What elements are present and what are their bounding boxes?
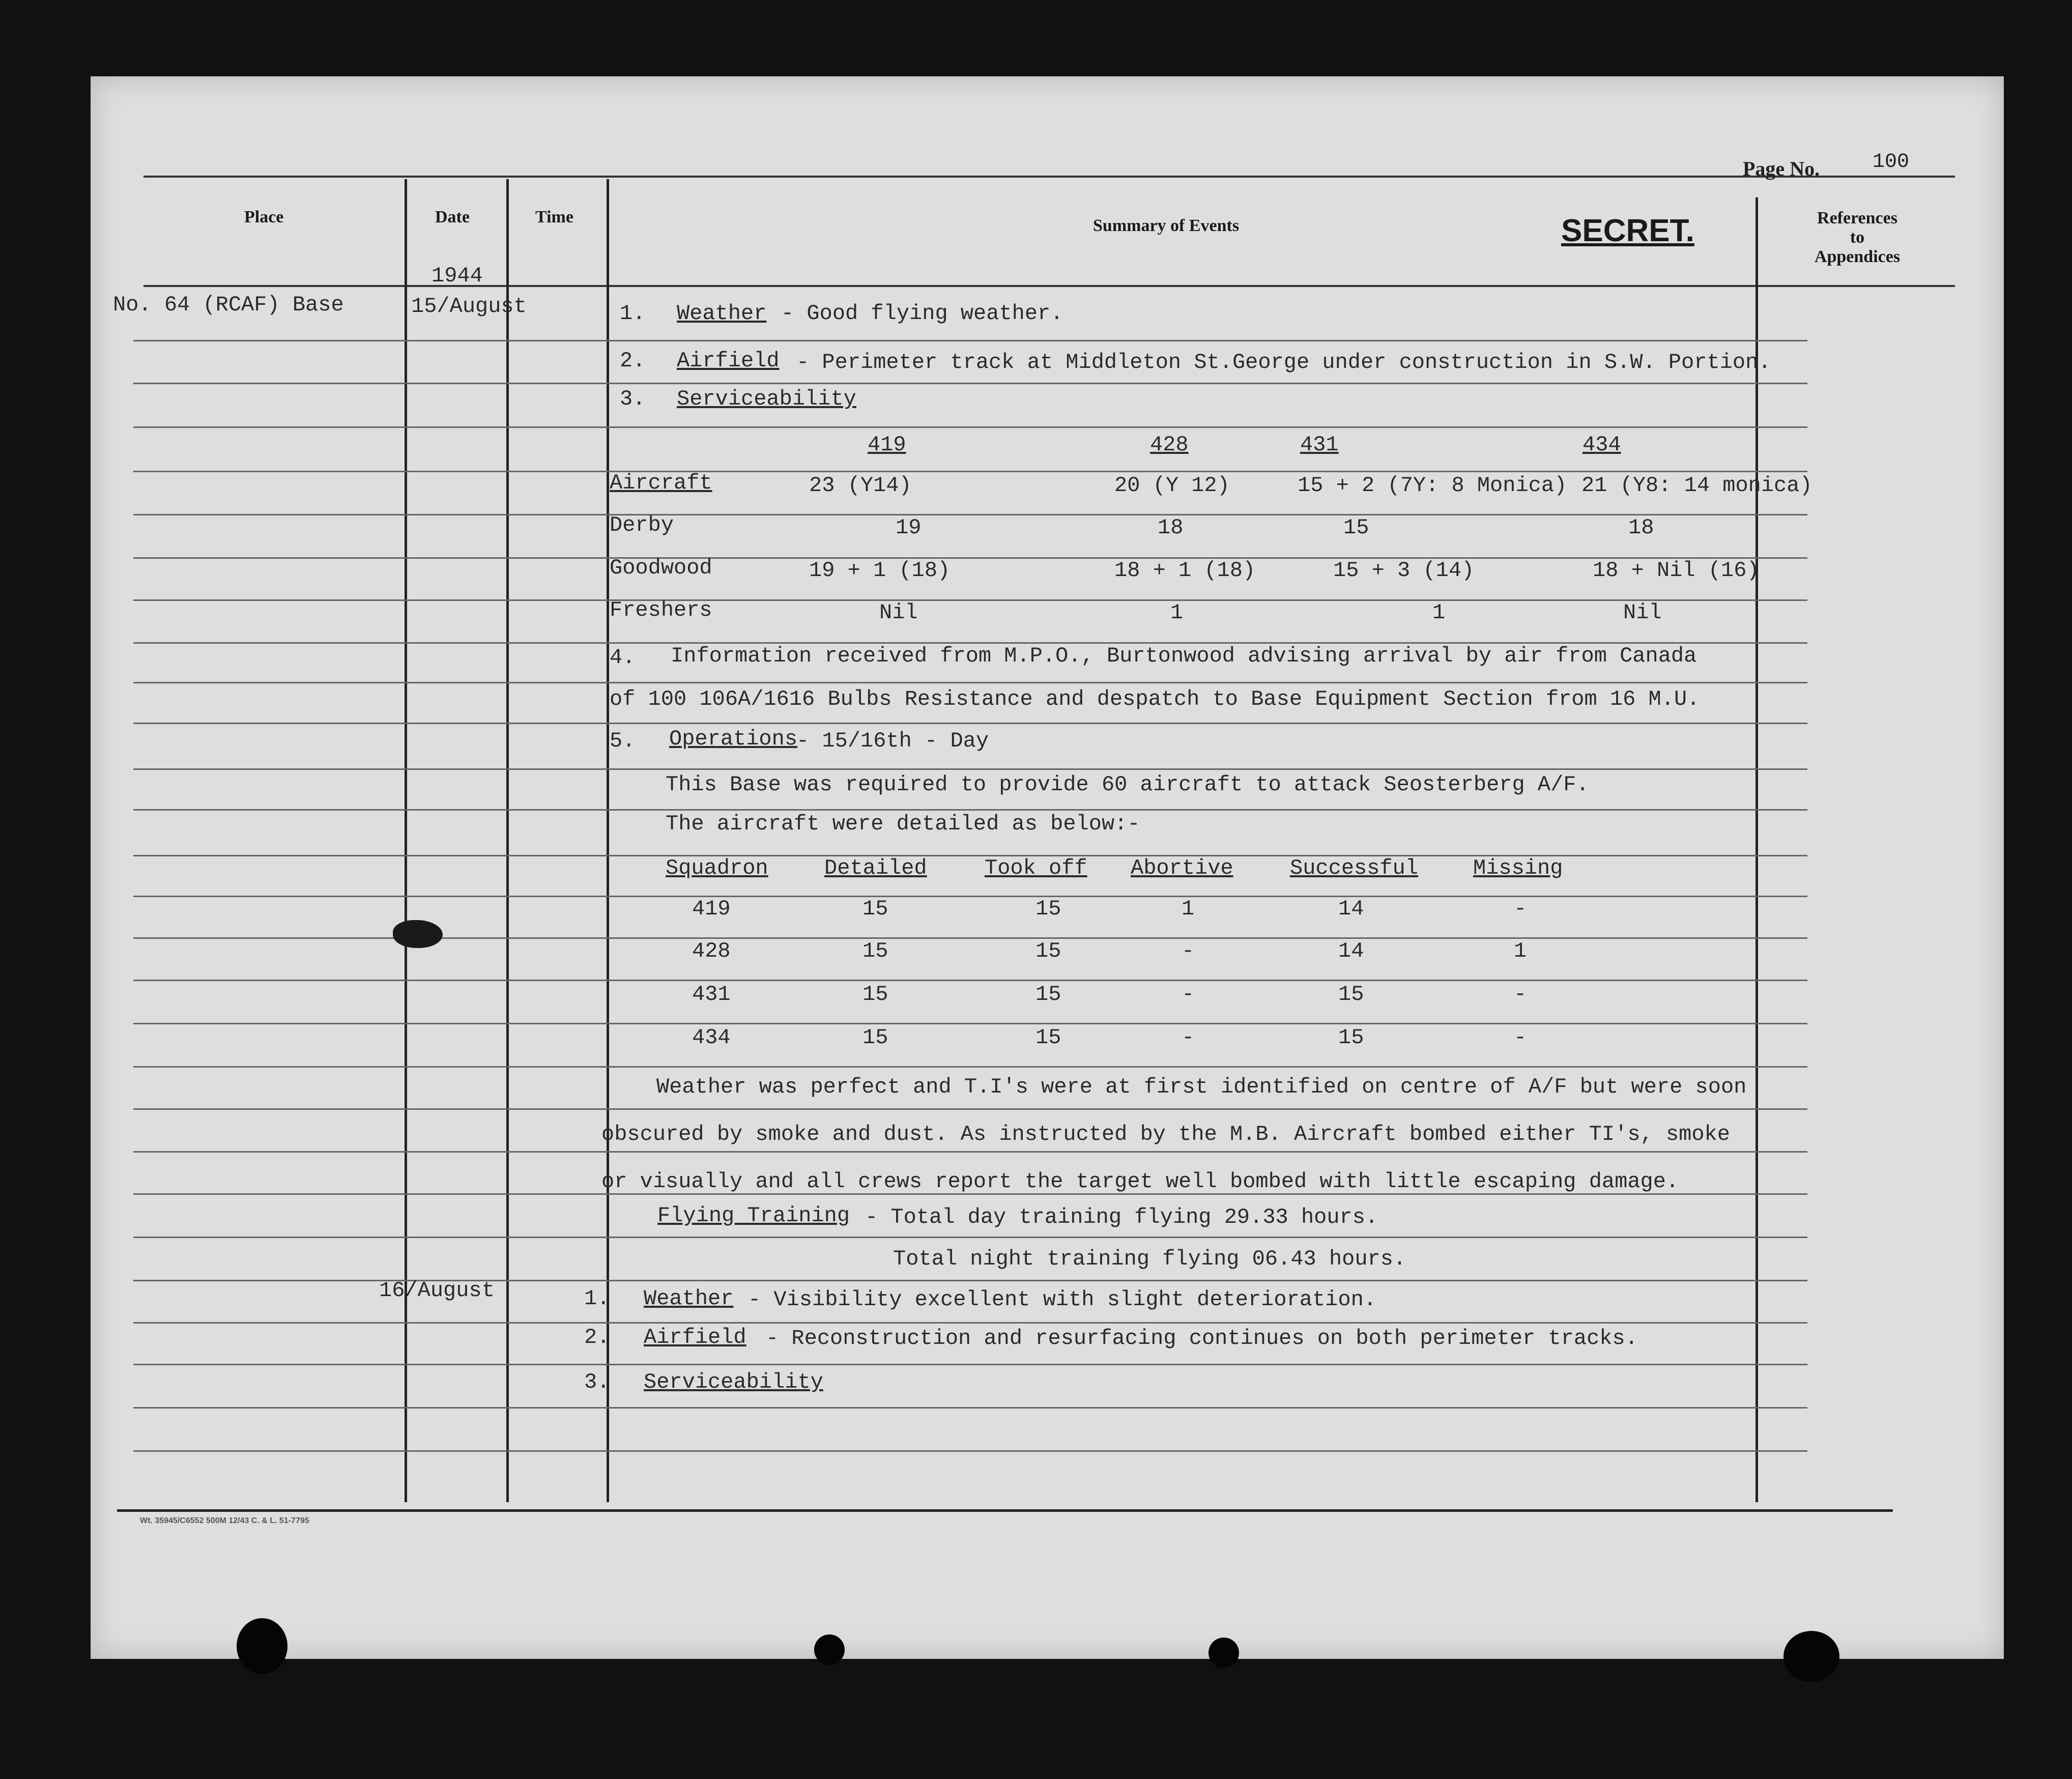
ops-cell: 15: [862, 897, 888, 921]
serviceability-cell: 15: [1343, 515, 1369, 540]
ops-cell: 15: [1035, 982, 1061, 1007]
serviceability-cell: 19: [896, 515, 922, 540]
narrative-line-2: obscured by smoke and dust. As instructed by the M.B. Aircraft bombed either TI's, smoke: [601, 1122, 1730, 1146]
serviceability-cell: 19 + 1 (18): [809, 558, 951, 583]
time-header: Time: [535, 208, 573, 226]
bottom-rule: [117, 1509, 1893, 1512]
serviceability-label: Serviceability: [677, 387, 856, 411]
serviceability-cell: 21 (Y8: 14 monica): [1581, 473, 1812, 498]
ops-cell: 431: [692, 982, 731, 1007]
ops-cell: 434: [692, 1025, 731, 1050]
ruled-line: [133, 1151, 1807, 1153]
ruled-line: [133, 471, 1807, 472]
squadron-header: 428: [1150, 433, 1189, 457]
date-header: Date: [435, 208, 470, 226]
ruled-line: [133, 1407, 1807, 1409]
serviceability-row-label: Freshers: [610, 598, 712, 622]
date-16-august: 16/August: [379, 1278, 495, 1303]
serviceability-cell: 1: [1170, 600, 1184, 625]
operations-detail-intro: The aircraft were detailed as below:-: [666, 812, 1140, 836]
squadron-header: 419: [868, 433, 906, 457]
date-15-august: 15/August: [411, 294, 527, 319]
operations-requirement: This Base was required to provide 60 aircraft to attack Seosterberg A/F.: [666, 772, 1589, 797]
ops-column-header: Abortive: [1131, 856, 1233, 880]
ruled-line: [133, 1066, 1807, 1068]
ops-cell: -: [1514, 1025, 1527, 1050]
ruled-line: [133, 340, 1807, 341]
date-time-divider: [506, 179, 509, 1502]
ruled-line: [133, 426, 1807, 428]
ruled-line: [133, 514, 1807, 515]
ops-cell: -: [1182, 939, 1195, 963]
summary-refs-divider: [1756, 197, 1758, 1502]
weather-num: 1.: [620, 301, 646, 326]
operations-text: - 15/16th - Day: [796, 729, 989, 753]
weather-text: - Good flying weather.: [781, 301, 1063, 326]
serviceability-cell: 1: [1432, 600, 1446, 625]
serviceability-cell: 18: [1158, 515, 1184, 540]
serviceability-num: 3.: [620, 387, 646, 411]
serviceability-cell: 18: [1628, 515, 1654, 540]
ruled-line: [133, 599, 1807, 601]
binder-hole-center-right: [1208, 1638, 1239, 1668]
ops-cell: 14: [1338, 897, 1364, 921]
serviceability-cell: 15 + 2 (7Y: 8 Monica): [1298, 473, 1567, 498]
weather2-label: Weather: [644, 1286, 734, 1311]
ops-cell: 15: [1338, 982, 1364, 1007]
ops-column-header: Missing: [1473, 856, 1563, 880]
weather-label: Weather: [677, 301, 767, 326]
narrative-line-1: Weather was perfect and T.I's were at first identified on centre of A/F but were soon: [656, 1075, 1747, 1099]
secret-stamp: SECRET.: [1561, 213, 1694, 248]
ops-column-header: Took off: [985, 856, 1087, 880]
ruled-line: [133, 1237, 1807, 1238]
info-line-2: of 100 106A/1616 Bulbs Resistance and despatch to Base Equipment Section from 16 M.U.: [610, 687, 1700, 711]
place-header: Place: [244, 208, 284, 226]
serviceability-cell: Nil: [879, 600, 918, 625]
operations-num: 5.: [610, 729, 636, 753]
form-reference: Wt. 35945/C6552 500M 12/43 C. & L. 51-7795: [140, 1516, 309, 1525]
ruled-line: [133, 1023, 1807, 1024]
operations-label: Operations: [669, 727, 798, 751]
ruled-line: [133, 937, 1807, 939]
airfield2-text: - Reconstruction and resurfacing continues on both perimeter tracks.: [766, 1326, 1638, 1351]
serviceability-cell: 18 + Nil (16): [1593, 558, 1760, 583]
binder-hole-left: [237, 1618, 287, 1674]
ops-column-header: Successful: [1290, 856, 1419, 880]
airfield2-num: 2.: [584, 1325, 610, 1350]
serviceability-row-label: Goodwood: [610, 556, 712, 580]
ruled-line: [133, 896, 1807, 897]
training-day: - Total day training flying 29.33 hours.: [865, 1205, 1378, 1229]
narrative-line-3: or visually and all crews report the target well bombed with little escaping damage.: [601, 1169, 1679, 1194]
serviceability-cell: Nil: [1623, 600, 1662, 625]
header-rule: [143, 285, 1955, 287]
ops-cell: 14: [1338, 939, 1364, 963]
ops-cell: 1: [1514, 939, 1527, 963]
base-place: No. 64 (RCAF) Base: [113, 293, 344, 317]
serviceability-row-label: Aircraft: [610, 471, 712, 495]
training-label: Flying Training: [657, 1203, 850, 1228]
ruled-line: [133, 980, 1807, 981]
ops-cell: -: [1182, 1025, 1195, 1050]
serviceability-cell: 15 + 3 (14): [1333, 558, 1475, 583]
ruled-line: [133, 1322, 1807, 1324]
ruled-line: [133, 557, 1807, 559]
airfield-num: 2.: [620, 349, 646, 373]
ruled-line: [133, 768, 1807, 770]
date-year: 1944: [431, 264, 483, 288]
ops-cell: 15: [1035, 1025, 1061, 1050]
ruled-line: [133, 1450, 1807, 1452]
serviceability-cell: 18 + 1 (18): [1114, 558, 1256, 583]
ruled-line: [133, 809, 1807, 811]
ops-cell: 15: [862, 1025, 888, 1050]
binder-hole-right: [1783, 1631, 1839, 1682]
ops-cell: -: [1514, 982, 1527, 1007]
info-line-1: Information received from M.P.O., Burtonwood advising arrival by air from Canada: [671, 644, 1697, 668]
training-night: Total night training flying 06.43 hours.: [893, 1247, 1406, 1271]
ops-column-header: Squadron: [666, 856, 768, 880]
ops-cell: 15: [1338, 1025, 1364, 1050]
weather2-num: 1.: [584, 1286, 610, 1311]
airfield-text: - Perimeter track at Middleton St.George under construction in S.W. Portion.: [796, 350, 1771, 375]
ruled-line: [133, 682, 1807, 683]
ops-cell: -: [1514, 897, 1527, 921]
squadron-header: 431: [1300, 433, 1339, 457]
summary-header: Summary of Events: [1093, 216, 1240, 235]
ops-cell: -: [1182, 982, 1195, 1007]
info-num: 4.: [610, 645, 636, 670]
ruled-line: [133, 383, 1807, 384]
ruled-line: [133, 1108, 1807, 1110]
weather2-text: - Visibility excellent with slight deterioration.: [748, 1287, 1377, 1312]
page-number: 100: [1873, 151, 1910, 174]
serviceability2-num: 3.: [584, 1370, 610, 1394]
binder-hole-center-left: [814, 1634, 845, 1665]
ops-cell: 1: [1182, 897, 1195, 921]
serviceability2-label: Serviceability: [644, 1370, 823, 1394]
ops-cell: 419: [692, 897, 731, 921]
serviceability-cell: 20 (Y 12): [1114, 473, 1230, 498]
ops-cell: 15: [1035, 897, 1061, 921]
ops-column-header: Detailed: [824, 856, 927, 880]
ops-cell: 428: [692, 939, 731, 963]
place-date-divider: [405, 179, 407, 1502]
squadron-header: 434: [1582, 433, 1621, 457]
ruled-line: [133, 1364, 1807, 1365]
ruled-line: [133, 723, 1807, 724]
ops-cell: 15: [862, 982, 888, 1007]
airfield2-label: Airfield: [644, 1325, 746, 1350]
ink-blot: [393, 920, 443, 948]
top-rule: [143, 176, 1955, 178]
serviceability-row-label: Derby: [610, 513, 674, 537]
references-header: References to Appendices: [1814, 209, 1901, 266]
page-number-label: Page No.: [1743, 157, 1820, 180]
ops-cell: 15: [1035, 939, 1061, 963]
serviceability-cell: 23 (Y14): [809, 473, 912, 498]
airfield-label: Airfield: [677, 349, 780, 373]
ops-cell: 15: [862, 939, 888, 963]
